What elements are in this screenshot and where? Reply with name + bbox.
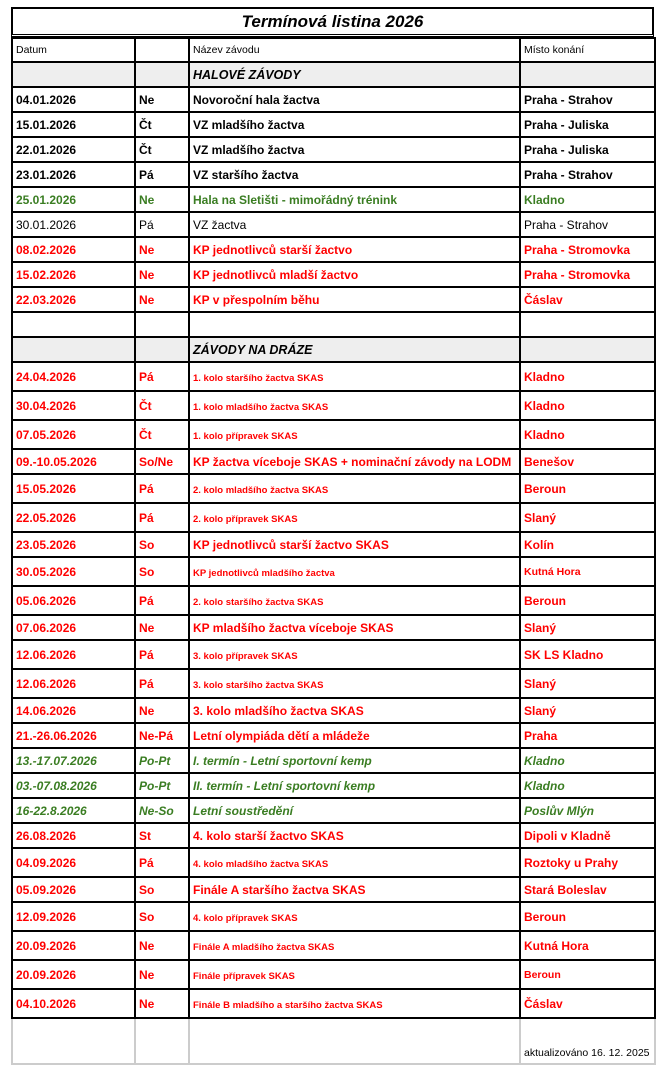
event-row (12, 112, 655, 137)
event-row (12, 187, 655, 212)
empty-cell (12, 337, 135, 362)
empty-cell (135, 312, 189, 337)
event-place: Čáslav (520, 989, 655, 1018)
event-day: Ne (135, 187, 189, 212)
event-date: 23.01.2026 (12, 162, 135, 187)
event-day: Pá (135, 640, 189, 669)
section-label: ZÁVODY NA DRÁZE (189, 337, 520, 362)
sheet-title: Termínová listina 2026 (11, 7, 654, 37)
event-place: Praha - Stromovka (520, 262, 655, 287)
event-place: Kladno (520, 187, 655, 212)
event-day: Po-Pt (135, 748, 189, 773)
event-day: Čt (135, 391, 189, 420)
event-name: I. termín - Letní sportovní kemp (189, 748, 520, 773)
section-label: HALOVÉ ZÁVODY (189, 62, 520, 87)
event-name: KP v přespolním běhu (189, 287, 520, 312)
event-date: 30.05.2026 (12, 557, 135, 586)
event-row (12, 474, 655, 503)
event-day: Po-Pt (135, 773, 189, 798)
event-date: 30.04.2026 (12, 391, 135, 420)
event-row (12, 931, 655, 960)
event-row (12, 557, 655, 586)
event-row (12, 586, 655, 615)
event-row (12, 162, 655, 187)
event-row (12, 237, 655, 262)
header-date: Datum (12, 38, 135, 62)
event-day: Pá (135, 503, 189, 532)
event-day: Pá (135, 162, 189, 187)
event-name: VZ žactva (189, 212, 520, 237)
event-name: 1. kolo staršího žactva SKAS (189, 362, 520, 391)
event-date: 13.-17.07.2026 (12, 748, 135, 773)
event-row (12, 798, 655, 823)
event-date: 07.05.2026 (12, 420, 135, 449)
event-day: So/Ne (135, 449, 189, 474)
event-day: Pá (135, 212, 189, 237)
event-name: Finále B mladšího a staršího žactva SKAS (189, 989, 520, 1018)
event-name: 4. kolo přípravek SKAS (189, 902, 520, 931)
event-day: Ne (135, 989, 189, 1018)
event-place: Praha - Strahov (520, 212, 655, 237)
event-place: Slaný (520, 615, 655, 640)
event-name: 1. kolo mladšího žactva SKAS (189, 391, 520, 420)
event-day: Čt (135, 112, 189, 137)
event-name: KP jednotlivců mladšího žactva (189, 557, 520, 586)
event-row (12, 848, 655, 877)
event-day: St (135, 823, 189, 848)
event-date: 22.03.2026 (12, 287, 135, 312)
event-place: Praha - Stromovka (520, 237, 655, 262)
event-place: SK LS Kladno (520, 640, 655, 669)
event-date: 22.05.2026 (12, 503, 135, 532)
event-date: 15.01.2026 (12, 112, 135, 137)
empty-cell (189, 312, 520, 337)
event-row (12, 137, 655, 162)
event-place: Beroun (520, 902, 655, 931)
event-date: 08.02.2026 (12, 237, 135, 262)
event-place: Kladno (520, 420, 655, 449)
event-date: 26.08.2026 (12, 823, 135, 848)
event-day: So (135, 532, 189, 557)
schedule-table (11, 37, 656, 1019)
event-name: 3. kolo mladšího žactva SKAS (189, 698, 520, 723)
event-place: Kladno (520, 362, 655, 391)
event-row (12, 532, 655, 557)
event-place: Beroun (520, 960, 655, 989)
event-name: KP jednotlivců mladší žactvo (189, 262, 520, 287)
event-date: 12.06.2026 (12, 640, 135, 669)
event-date: 21.-26.06.2026 (12, 723, 135, 748)
event-name: 2. kolo mladšího žactva SKAS (189, 474, 520, 503)
event-day: Čt (135, 420, 189, 449)
event-date: 05.09.2026 (12, 877, 135, 902)
event-day: Ne (135, 237, 189, 262)
event-row (12, 723, 655, 748)
event-day: Ne-Pá (135, 723, 189, 748)
event-day: Ne (135, 87, 189, 112)
event-row (12, 773, 655, 798)
event-place: Slaný (520, 698, 655, 723)
event-date: 12.06.2026 (12, 669, 135, 698)
footer-cell (189, 1019, 520, 1064)
event-name: Hala na Sletišti - mimořádný trénink (189, 187, 520, 212)
header-place: Místo konání (520, 38, 655, 62)
empty-cell (520, 312, 655, 337)
event-date: 05.06.2026 (12, 586, 135, 615)
event-row (12, 698, 655, 723)
schedule-sheet (11, 7, 654, 1065)
event-date: 24.04.2026 (12, 362, 135, 391)
event-place: Poslův Mlýn (520, 798, 655, 823)
event-place: Slaný (520, 669, 655, 698)
event-name: Letní soustředění (189, 798, 520, 823)
event-date: 03.-07.08.2026 (12, 773, 135, 798)
event-date: 20.09.2026 (12, 931, 135, 960)
event-date: 04.09.2026 (12, 848, 135, 877)
event-name: VZ mladšího žactva (189, 137, 520, 162)
event-name: 3. kolo staršího žactva SKAS (189, 669, 520, 698)
empty-cell (520, 337, 655, 362)
event-day: Ne-So (135, 798, 189, 823)
event-name: VZ staršího žactva (189, 162, 520, 187)
event-day: Ne (135, 698, 189, 723)
event-date: 15.05.2026 (12, 474, 135, 503)
event-name: 2. kolo staršího žactva SKAS (189, 586, 520, 615)
event-place: Praha (520, 723, 655, 748)
event-place: Slaný (520, 503, 655, 532)
event-date: 04.01.2026 (12, 87, 135, 112)
event-place: Roztoky u Prahy (520, 848, 655, 877)
event-name: 4. kolo mladšího žactva SKAS (189, 848, 520, 877)
blank-row (12, 312, 655, 337)
event-date: 14.06.2026 (12, 698, 135, 723)
event-name: II. termín - Letní sportovní kemp (189, 773, 520, 798)
event-row (12, 960, 655, 989)
event-row (12, 503, 655, 532)
event-place: Dipoli v Kladně (520, 823, 655, 848)
event-place: Kutná Hora (520, 931, 655, 960)
event-day: So (135, 902, 189, 931)
event-date: 25.01.2026 (12, 187, 135, 212)
event-date: 04.10.2026 (12, 989, 135, 1018)
event-row (12, 362, 655, 391)
event-name: Finále přípravek SKAS (189, 960, 520, 989)
event-name: Novoroční hala žactva (189, 87, 520, 112)
event-day: Ne (135, 960, 189, 989)
event-date: 15.02.2026 (12, 262, 135, 287)
event-day: Ne (135, 615, 189, 640)
event-day: Pá (135, 848, 189, 877)
event-date: 30.01.2026 (12, 212, 135, 237)
event-day: Pá (135, 586, 189, 615)
section-header-row (12, 337, 655, 362)
header-name: Název závodu (189, 38, 520, 62)
header-day (135, 38, 189, 62)
empty-cell (135, 337, 189, 362)
event-name: Letní olympiáda dětí a mládeže (189, 723, 520, 748)
event-date: 16-22.8.2026 (12, 798, 135, 823)
event-day: So (135, 877, 189, 902)
event-row (12, 287, 655, 312)
event-row (12, 640, 655, 669)
event-day: So (135, 557, 189, 586)
event-name: Finále A mladšího žactva SKAS (189, 931, 520, 960)
header-row (12, 38, 655, 62)
event-place: Praha - Juliska (520, 112, 655, 137)
event-row (12, 262, 655, 287)
event-day: Pá (135, 474, 189, 503)
event-day: Ne (135, 287, 189, 312)
event-row (12, 615, 655, 640)
event-day: Ne (135, 262, 189, 287)
event-row (12, 449, 655, 474)
section-header-row (12, 62, 655, 87)
empty-cell (135, 62, 189, 87)
event-place: Praha - Juliska (520, 137, 655, 162)
event-place: Beroun (520, 474, 655, 503)
event-place: Kladno (520, 748, 655, 773)
event-row (12, 420, 655, 449)
empty-cell (12, 62, 135, 87)
event-row (12, 989, 655, 1018)
event-row (12, 748, 655, 773)
event-name: 2. kolo přípravek SKAS (189, 503, 520, 532)
event-place: Kolín (520, 532, 655, 557)
event-place: Čáslav (520, 287, 655, 312)
footer-row (12, 1019, 655, 1064)
event-place: Kladno (520, 391, 655, 420)
event-name: Finále A staršího žactva SKAS (189, 877, 520, 902)
event-name: 4. kolo starší žactvo SKAS (189, 823, 520, 848)
event-place: Benešov (520, 449, 655, 474)
event-date: 23.05.2026 (12, 532, 135, 557)
event-place: Praha - Strahov (520, 87, 655, 112)
updated-note: aktualizováno 16. 12. 2025 (520, 1019, 655, 1064)
event-place: Stará Boleslav (520, 877, 655, 902)
event-day: Čt (135, 137, 189, 162)
event-date: 22.01.2026 (12, 137, 135, 162)
event-name: KP žactva víceboje SKAS + nominační závody na LODM (189, 449, 520, 474)
empty-cell (12, 312, 135, 337)
event-day: Ne (135, 931, 189, 960)
footer-cell (135, 1019, 189, 1064)
event-date: 07.06.2026 (12, 615, 135, 640)
event-place: Praha - Strahov (520, 162, 655, 187)
event-place: Beroun (520, 586, 655, 615)
event-name: KP jednotlivců starší žactvo (189, 237, 520, 262)
event-name: KP mladšího žactva víceboje SKAS (189, 615, 520, 640)
event-place: Kutná Hora (520, 557, 655, 586)
event-name: VZ mladšího žactva (189, 112, 520, 137)
event-day: Pá (135, 362, 189, 391)
event-place: Kladno (520, 773, 655, 798)
event-row (12, 669, 655, 698)
event-name: KP jednotlivců starší žactvo SKAS (189, 532, 520, 557)
event-date: 20.09.2026 (12, 960, 135, 989)
footer-cell (12, 1019, 135, 1064)
event-row (12, 87, 655, 112)
event-day: Pá (135, 669, 189, 698)
event-row (12, 877, 655, 902)
event-row (12, 212, 655, 237)
event-date: 09.-10.05.2026 (12, 449, 135, 474)
empty-cell (520, 62, 655, 87)
event-name: 1. kolo přípravek SKAS (189, 420, 520, 449)
event-row (12, 823, 655, 848)
footer-table (11, 1019, 656, 1065)
event-row (12, 391, 655, 420)
event-name: 3. kolo přípravek SKAS (189, 640, 520, 669)
event-row (12, 902, 655, 931)
event-date: 12.09.2026 (12, 902, 135, 931)
